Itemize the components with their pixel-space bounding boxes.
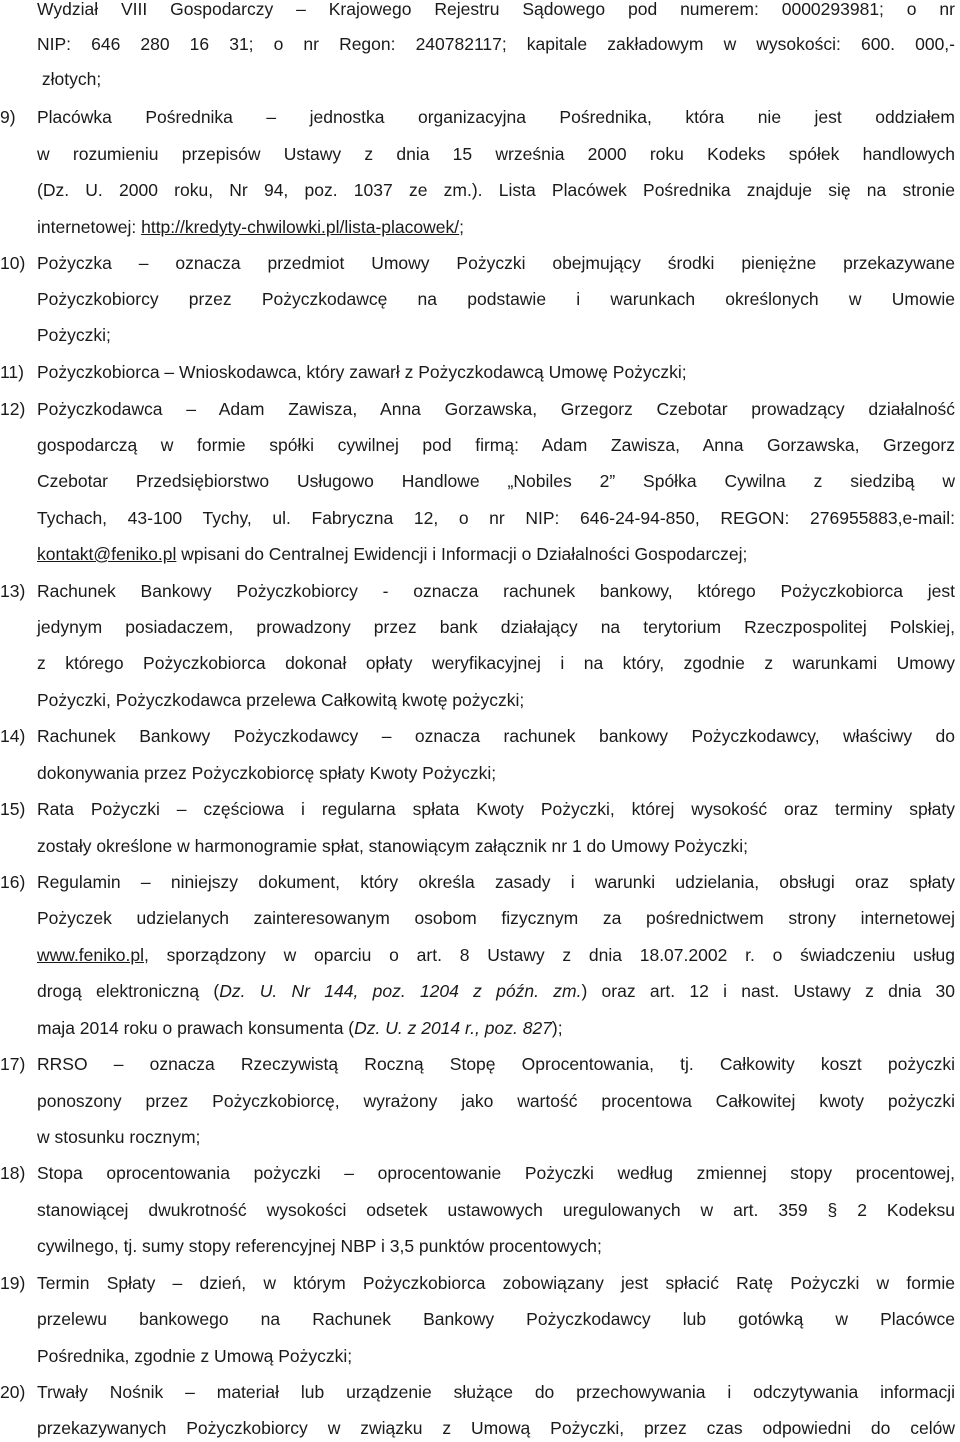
- text-line: Pożyczkodawca – Adam Zawisza, Anna Gorzawska, Grzegorz Czebotar prowadzący działalność: [37, 399, 955, 419]
- website-link[interactable]: www.feniko.pl: [37, 945, 144, 965]
- citation-italic: Dz. U. Nr 144, poz. 1204 z późn. zm.: [219, 981, 582, 1001]
- text-line: Tychach, 43-100 Tychy, ul. Fabryczna 12, o nr NIP: 646-24-94-850, REGON: 276955883,e-mail:: [37, 508, 955, 528]
- text-line: przekazywanych Pożyczkobiorcy w związku z Umową Pożyczki, przez czas odpowiedni do celów: [37, 1418, 955, 1438]
- text-line: Pożyczkobiorcy przez Pożyczkodawcę na podstawie i warunkach określonych w Umowie: [37, 289, 955, 309]
- email-link[interactable]: kontakt@feniko.pl: [37, 544, 177, 564]
- text-line: dokonywania przez Pożyczkobiorcę spłaty Kwoty Pożyczki;: [37, 763, 497, 783]
- text-line: Pożyczkobiorca – Wnioskodawca, który zawarł z Pożyczkodawcą Umowę Pożyczki;: [37, 362, 687, 382]
- text-line: [37, 942, 955, 968]
- text-line: Pożyczka – oznacza przedmiot Umowy Pożyczki obejmujący środki pieniężne przekazywane: [37, 253, 955, 273]
- list-number: 14): [0, 726, 26, 746]
- list-number: 12): [0, 399, 26, 419]
- text-line: Rachunek Bankowy Pożyczkobiorcy - oznacza rachunek bankowy, którego Pożyczkobiorca jest: [37, 581, 955, 601]
- text-line: Trwały Nośnik – materiał lub urządzenie służące do przechowywania i odczytywania informacji: [37, 1382, 955, 1402]
- citation-italic: Dz. U. z 2014 r., poz. 827: [354, 1018, 552, 1038]
- text-line: Pożyczki, Pożyczkodawca przelewa Całkowitą kwotę pożyczki;: [37, 690, 525, 710]
- list-number: 16): [0, 872, 26, 892]
- list-number: 11): [0, 362, 24, 382]
- text-line: [37, 1015, 563, 1041]
- text-line: jedynym posiadaczem, prowadzony przez bank działający na terytorium Rzeczpospolitej Polskiej,: [37, 617, 955, 637]
- placowki-link[interactable]: http://kredyty-chwilowki.pl/lista-placowek/: [141, 217, 460, 237]
- text-line: zostały określone w harmonogramie spłat, stanowiącym załącznik nr 1 do Umowy Pożyczki;: [37, 836, 748, 856]
- text-line: Regulamin – niniejszy dokument, który określa zasady i warunki udzielania, obsługi oraz spłaty: [37, 872, 955, 892]
- text-line: Rachunek Bankowy Pożyczkodawcy – oznacza rachunek bankowy Pożyczkodawcy, właściwy do: [37, 726, 955, 746]
- list-number: 18): [0, 1163, 26, 1183]
- text-line: NIP: 646 280 16 31; o nr Regon: 240782117; kapitale zakładowym w wysokości: 600. 000,-: [37, 34, 955, 54]
- text-span: );: [551, 1018, 563, 1038]
- list-number: 17): [0, 1054, 26, 1074]
- text-line: Pożyczki;: [37, 325, 111, 345]
- text-line: Pożyczek udzielanych zainteresowanym osobom fizycznym za pośrednictwem strony internetowej: [37, 908, 955, 928]
- text-line: RRSO – oznacza Rzeczywistą Roczną Stopę Oprocentowania, tj. Całkowity koszt pożyczki: [37, 1054, 955, 1074]
- text-line: Pośrednika, zgodnie z Umową Pożyczki;: [37, 1346, 353, 1366]
- text-line: Placówka Pośrednika – jednostka organizacyjna Pośrednika, która nie jest oddziałem: [37, 107, 955, 127]
- text-line: z którego Pożyczkobiorca dokonał opłaty weryfikacyjnej i na który, zgodnie z warunkami Umowy: [37, 653, 955, 673]
- text-line: w stosunku rocznym;: [37, 1127, 201, 1147]
- link-suffix: , sporządzony w oparciu o art. 8 Ustawy z dnia 18.07.2002 r. o świadczeniu usług: [144, 945, 955, 965]
- text-line: [37, 541, 747, 567]
- text-span: maja 2014 roku o prawach konsumenta (: [37, 1018, 355, 1038]
- text-line: ponoszony przez Pożyczkobiorcę, wyrażony jako wartość procentowa Całkowitej kwoty pożyczki: [37, 1091, 955, 1111]
- link-suffix: wpisani do Centralnej Ewidencji i Informacji o Działalności Gospodarczej;: [176, 544, 748, 564]
- text-line: stanowiącej dwukrotność wysokości odsetek ustawowych uregulowanych w art. 359 § 2 Kodeksu: [37, 1200, 955, 1220]
- text-line: Czebotar Przedsiębiorstwo Usługowo Handlowe „Nobiles 2” Spółka Cywilna z siedzibą w: [37, 471, 955, 491]
- text-line: gospodarczą w formie spółki cywilnej pod firmą: Adam Zawisza, Anna Gorzawska, Grzegorz: [37, 435, 955, 455]
- text-line: (Dz. U. 2000 roku, Nr 94, poz. 1037 ze zm.). Lista Placówek Pośrednika znajduje się na stronie: [37, 180, 955, 200]
- list-number: 15): [0, 799, 26, 819]
- text-line: w rozumieniu przepisów Ustawy z dnia 15 września 2000 roku Kodeks spółek handlowych: [37, 144, 955, 164]
- link-suffix: ;: [459, 217, 464, 237]
- link-prefix: internetowej:: [37, 217, 142, 237]
- text-span: drogą elektroniczną (: [37, 981, 220, 1001]
- text-line: Wydział VIII Gospodarczy – Krajowego Rejestru Sądowego pod numerem: 0000293981; o nr: [37, 0, 955, 19]
- text-line: Stopa oprocentowania pożyczki – oprocentowanie Pożyczki według zmiennej stopy procentowej,: [37, 1163, 955, 1183]
- text-line: [37, 978, 955, 1004]
- list-number: 20): [0, 1382, 26, 1402]
- text-span: ) oraz art. 12 i nast. Ustawy z dnia 30: [581, 981, 956, 1001]
- list-number: 9): [0, 107, 16, 127]
- text-line: [37, 214, 464, 240]
- text-line: przelewu bankowego na Rachunek Bankowy Pożyczkodawcy lub gotówką w Placówce: [37, 1309, 955, 1329]
- list-number: 19): [0, 1273, 26, 1293]
- text-line: cywilnego, tj. sumy stopy referencyjnej NBP i 3,5 punktów procentowych;: [37, 1236, 602, 1256]
- list-number: 10): [0, 253, 26, 273]
- text-line: Termin Spłaty – dzień, w którym Pożyczkobiorca zobowiązany jest spłacić Ratę Pożyczki w formie: [37, 1273, 955, 1293]
- text-line: złotych;: [37, 69, 102, 89]
- list-number: 13): [0, 581, 26, 601]
- text-line: Rata Pożyczki – częściowa i regularna spłata Kwoty Pożyczki, której wysokość oraz terminy spłaty: [37, 799, 955, 819]
